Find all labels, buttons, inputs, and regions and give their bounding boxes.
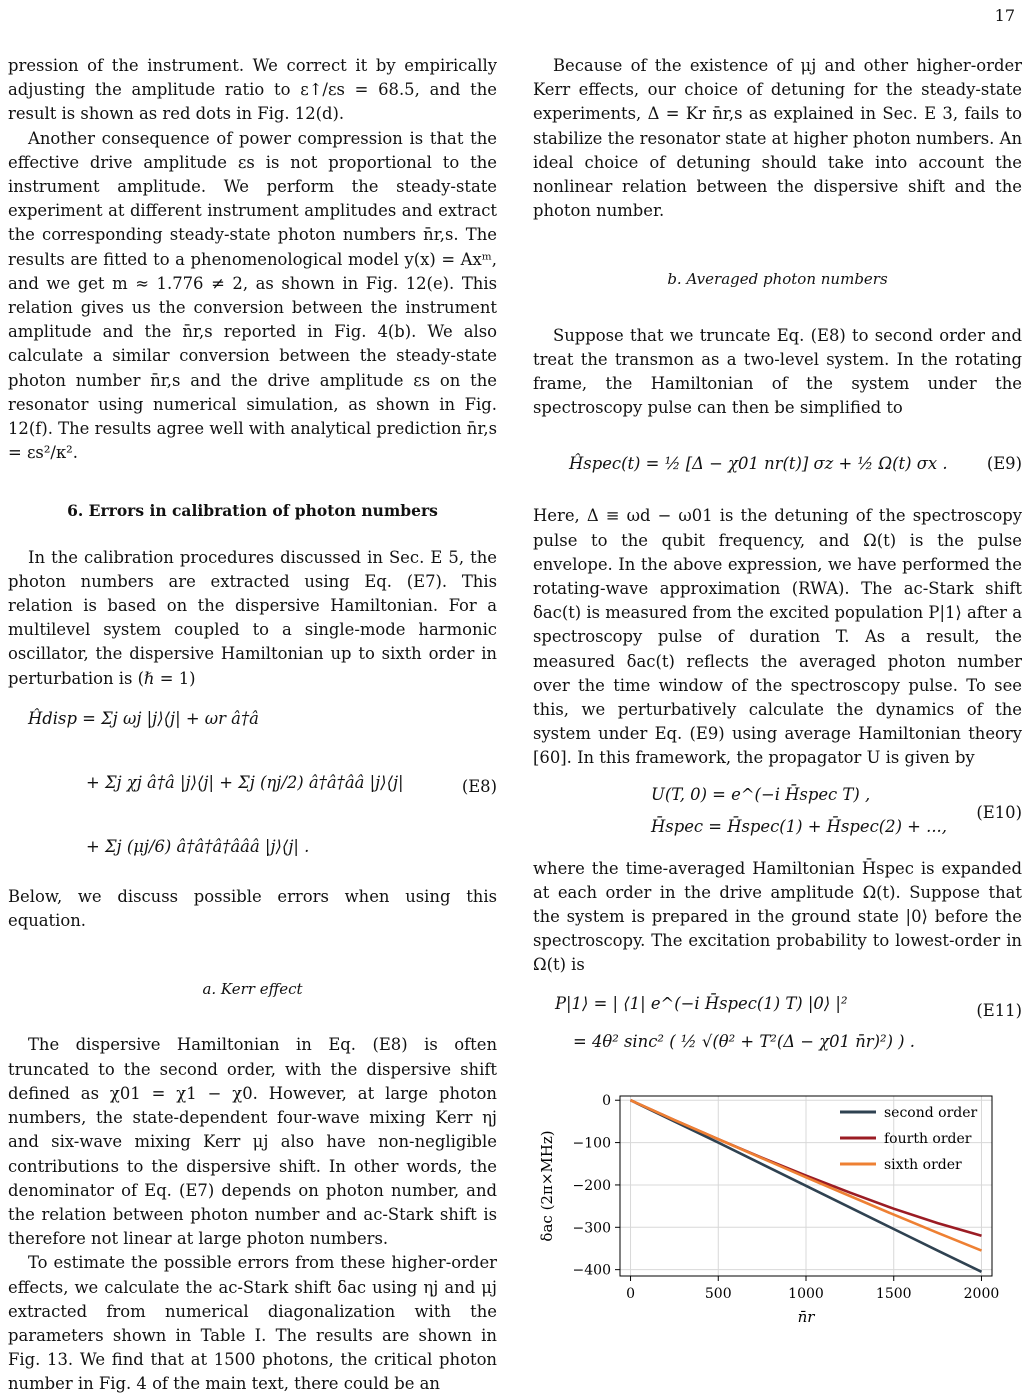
- equation-e9: [533, 434, 1022, 494]
- equation-line: U(T, 0) = e^(−i H̄spec T) ,: [651, 784, 871, 804]
- y-tick-label: −400: [572, 1262, 611, 1279]
- paragraph: To estimate the possible errors from these higher-order effects, we calculate the ac-Stark shift δac using ηj and μj extracted from numerical diagonalization with the parameters shown in Table I. The results are shown in Fig. 13. We find that at 1500 photons, the critical photon number in Fig. 4 of the main text, there could be an: [8, 1253, 497, 1394]
- equation-e10: [533, 779, 1022, 847]
- y-axis-label: δac (2π×MHz): [538, 1130, 556, 1242]
- x-axis-label: n̄r: [797, 1308, 815, 1326]
- x-tick-label: 1000: [788, 1286, 824, 1302]
- x-tick-label: 2000: [963, 1286, 1000, 1302]
- paragraph: pression of the instrument. We correct it by empirically adjusting the amplitude ratio to ε↑/εs = 68.5, and the result is shown as red dots in Fig. 12(d).: [8, 56, 497, 124]
- left-column: [8, 54, 497, 1397]
- equation-line: = 4θ² sinc² ( ½ √(θ² + T²(Δ − χ01 n̄r)²) ) .: [573, 1031, 915, 1051]
- y-tick-label: −100: [572, 1135, 611, 1152]
- equation-line: Ĥspec(t) = ½ [Δ − χ01 nr(t)] σz + ½ Ω(t) σx .: [569, 454, 948, 474]
- figure-13: [530, 1082, 1020, 1327]
- equation-e8: [8, 699, 497, 875]
- y-tick-label: −300: [572, 1220, 611, 1237]
- section-heading: 6. Errors in calibration of photon numbers: [67, 501, 438, 521]
- paragraph: where the time-averaged Hamiltonian H̄spec is expanded at each order in the drive amplitude Ω(t). Suppose that the system is prepared in the ground state |0⟩ before the spectroscopy. The excitation probability to lowest-order in Ω(t) is: [533, 858, 1022, 975]
- y-tick-label: −200: [572, 1177, 611, 1194]
- equation-number: (E11): [976, 1000, 1022, 1020]
- subsection-heading: b. Averaged photon numbers: [667, 270, 888, 289]
- equation-line: H̄spec = H̄spec(1) + H̄spec(2) + ...,: [651, 816, 947, 836]
- equation-number: (E9): [986, 454, 1022, 474]
- equation-line: P|1⟩ = | ⟨1| e^(−i H̄spec(1) T) |0⟩ |²: [555, 993, 848, 1013]
- paragraph: Because of the existence of μj and other higher-order Kerr effects, our choice of detuning for the steady-state experiments, Δ = Kr n̄r,s as explained in Sec. E 3, fails to stabilize the resonator state at higher photon numbers. An ideal choice of detuning should take into account the nonlinear relation between the dispersive shift and the photon number.: [533, 56, 1022, 221]
- paragraph: Below, we discuss possible errors when using this equation.: [8, 886, 497, 931]
- legend: [840, 1105, 978, 1173]
- paragraph: The dispersive Hamiltonian in Eq. (E8) is often truncated to the second order, with the dispersive shift defined as χ01 = χ1 − χ0. However, at large photon numbers, the state-dependent four-wave mixing Kerr ηj and six-wave mixing Kerr μj also have non-negligible contributions to the dispersive shift. In other words, the denominator of Eq. (E7) depends on photon number, and the relation between photon number and ac-Stark shift is therefore not linear at large photon numbers.: [8, 1035, 497, 1249]
- equation-line: Ĥdisp = Σj ωj |j⟩⟨j| + ωr â†â: [28, 708, 259, 728]
- paragraph: Here, Δ ≡ ωd − ω01 is the detuning of the spectroscopy pulse to the qubit frequency, and Ω(t) is the pulse envelope. In the above expression, we have performed the rotating-wave approximation (RWA). The ac-Stark shift δac(t) is measured from the excited population P|1⟩ after a spectroscopy pulse of duration T. As a result, the measured δac(t) reflects the averaged photon number over the time window of the spectroscopy pulse. To see this, we perturbatively calculate the dynamics of the system under Eq. (E9) using average Hamiltonian theory [60]. In this framework, the propagator U is given by: [533, 506, 1022, 768]
- legend-entry: second order: [884, 1105, 978, 1121]
- y-tick-label: 0: [602, 1093, 611, 1110]
- legend-entry: fourth order: [884, 1131, 972, 1147]
- subsection-heading: a. Kerr effect: [202, 980, 303, 999]
- equation-number: (E8): [461, 776, 497, 796]
- x-tick-label: 0: [626, 1286, 635, 1302]
- page-number: 17: [994, 6, 1015, 25]
- paragraph: Suppose that we truncate Eq. (E8) to second order and treat the transmon as a two-level system. In the rotating frame, the Hamiltonian of the system under the spectroscopy pulse can then be simplified to: [533, 325, 1022, 418]
- equation-line: + Σj (μj/6) â†â†â†âââ |j⟩⟨j| .: [86, 836, 310, 856]
- equation-line: + Σj χj â†â |j⟩⟨j| + Σj (ηj/2) â†â†ââ |j⟩⟨j|: [86, 772, 404, 792]
- x-tick-label: 1500: [875, 1286, 912, 1302]
- paragraph: In the calibration procedures discussed in Sec. E 5, the photon numbers are extracted using Eq. (E7). This relation is based on the dispersive Hamiltonian. For a multilevel system coupled to a single-mode harmonic oscillator, the dispersive Hamiltonian up to sixth order in perturbation is (ℏ = 1): [8, 547, 497, 688]
- equation-e11: [533, 990, 1022, 1066]
- right-column: [533, 54, 1022, 1076]
- paragraph: Another consequence of power compression is that the effective drive amplitude εs is not proportional to the instrument amplitude. We perform the steady-state experiment at different instrument amplitudes and extract the corresponding steady-state photon numbers n̄r,s. The results are fitted to a phenomenological model y(x) = Axᵐ, and we get m ≈ 1.776 ≠ 2, as shown in Fig. 12(e). This relation gives us the conversion between the instrument amplitude and the n̄r,s reported in Fig. 4(b). We also calculate a similar conversion between the steady-state photon number n̄r,s and the drive amplitude εs on the resonator using numerical simulation, as shown in Fig. 12(f). The results agree well with analytical prediction n̄r,s = εs²/κ².: [8, 128, 497, 463]
- chart: [530, 1082, 1020, 1327]
- x-tick-label: 500: [704, 1286, 732, 1302]
- equation-number: (E10): [976, 802, 1022, 822]
- legend-entry: sixth order: [884, 1157, 962, 1173]
